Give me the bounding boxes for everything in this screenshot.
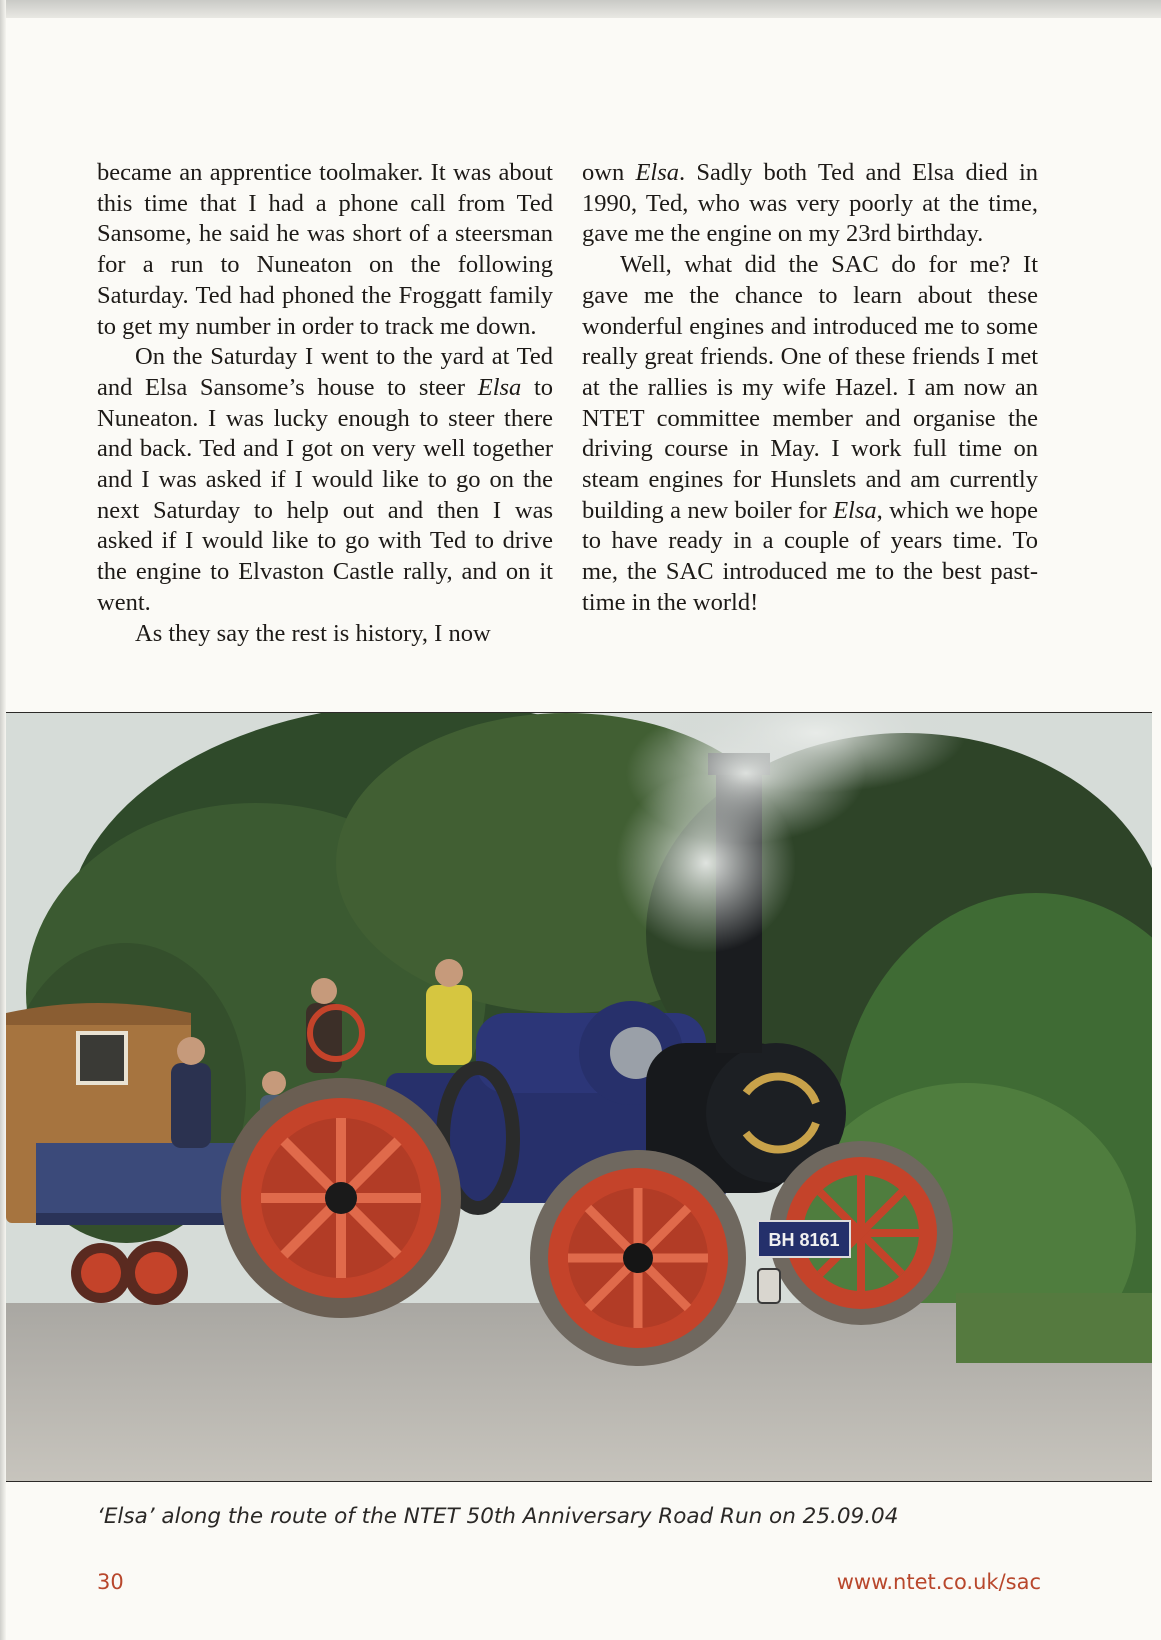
footer-url[interactable]: www.ntet.co.uk/sac (836, 1570, 1041, 1594)
paragraph: own Elsa. Sadly both Ted and Elsa died in 1990, Ted, who was very poorly at the time, gave me the engine on my 23rd birthday. (582, 159, 1038, 248)
number-plate: BH 8161 (768, 1230, 840, 1250)
paragraph: On the Saturday I went to the yard at Ted and Elsa Sansome’s house to steer Elsa to Nuneaton. I was lucky enough to steer there and back. Ted and I got on very well together and I was asked if I would like to go on the next Saturday to help out and then I was asked if I would like to go with Ted to drive the engine to Elvaston Castle rally, and on it went. (97, 343, 554, 616)
paragraph: Well, what did the SAC do for me? It gave me the chance to learn about these wonderful engines and introduced me to some really great friends. One of these friends I met at the rallies is my wife Hazel. I am now an NTET committee member and organise the driving course in May. I work full time on steam engines for Hunslets and am currently building a new boiler for Elsa, which we hope to have ready in a couple of years time. To me, the SAC introduced me to the best past-time in the world! (582, 251, 1038, 616)
article-column-left (97, 158, 553, 649)
article-column-right (582, 158, 1038, 619)
photo-caption: ‘Elsa’ along the route of the NTET 50th Anniversary Road Run on 25.09.04 (97, 1504, 899, 1529)
paragraph: As they say the rest is history, I now (135, 619, 491, 647)
paragraph: became an apprentice toolmaker. It was about this time that I had a phone call from Ted Sansome, he said he was short of a steersman for a run to Nuneaton on the following Saturday. Ted had phoned the Froggatt family to get my number in order to track me down. (97, 159, 553, 340)
steam-engine-photo (6, 712, 1152, 1482)
page-number: 30 (97, 1570, 124, 1594)
scan-edge-top (0, 0, 1161, 18)
